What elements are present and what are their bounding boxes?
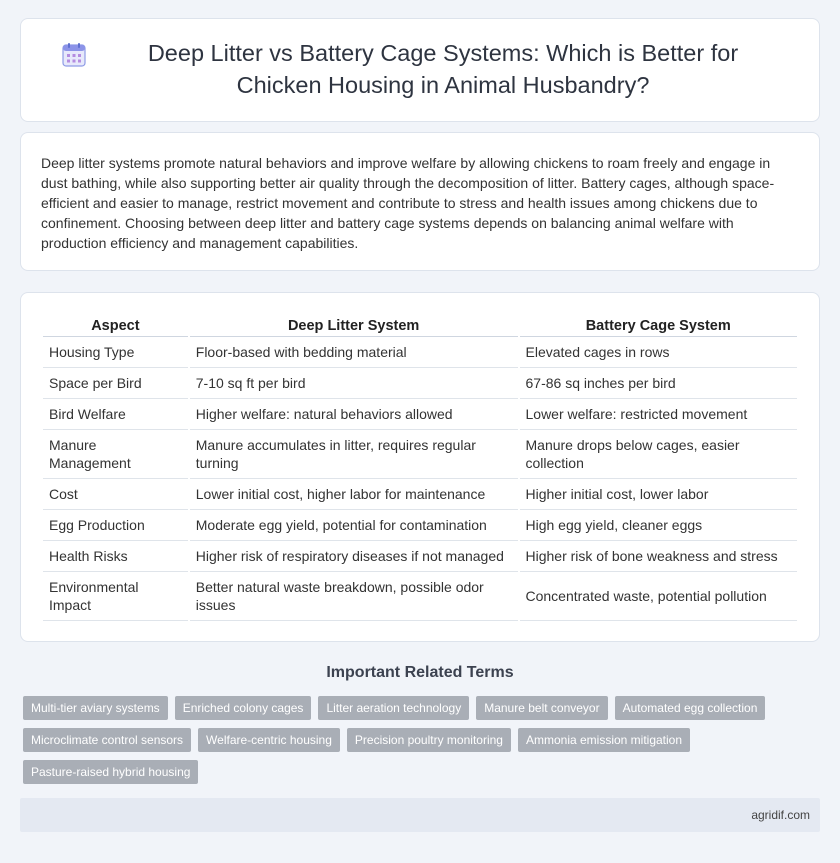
table-cell: Lower initial cost, higher labor for maintenance [190,479,518,510]
related-term-tag[interactable]: Pasture-raised hybrid housing [23,760,198,784]
calendar-icon [61,42,87,68]
table-cell: Bird Welfare [43,399,188,430]
table-cell: Better natural waste breakdown, possible odor issues [190,572,518,621]
comparison-table [41,315,799,621]
table-row [43,541,797,572]
table-cell: Higher risk of respiratory diseases if not managed [190,541,518,572]
table-cell: 7-10 sq ft per bird [190,368,518,399]
related-term-tag[interactable]: Litter aeration technology [318,696,469,720]
header-deep-litter: Deep Litter System [190,315,518,337]
related-term-tag[interactable]: Manure belt conveyor [476,696,607,720]
table-cell: Cost [43,479,188,510]
table-row [43,399,797,430]
table-cell: Lower welfare: restricted movement [520,399,798,430]
footer-site-link[interactable]: agridif.com [751,808,810,822]
table-cell: 67-86 sq inches per bird [520,368,798,399]
table-cell: Egg Production [43,510,188,541]
table-cell: Floor-based with bedding material [190,337,518,368]
related-term-tag[interactable]: Precision poultry monitoring [347,728,511,752]
related-terms-list [23,696,813,792]
table-cell: Housing Type [43,337,188,368]
title-wrap [61,38,779,101]
table-cell: Elevated cages in rows [520,337,798,368]
table-row [43,368,797,399]
intro-paragraph: Deep litter systems promote natural behaviors and improve welfare by allowing chickens to roam freely and engage in dust bathing, while also supporting better air quality through the decomposition of litter. Battery cages, although space-efficient and easier to manage, restrict movement and contribute to stress and health issues among chickens due to confinement. Choosing between deep litter and battery cage systems depends on balancing animal welfare with production efficiency and management capabilities. [41,155,775,252]
table-cell: Environmental Impact [43,572,188,621]
related-terms-title: Important Related Terms [326,664,514,681]
intro-card [20,132,820,271]
table-cell: Moderate egg yield, potential for contamination [190,510,518,541]
table-cell: Manure Management [43,430,188,479]
table-cell: Manure drops below cages, easier collection [520,430,798,479]
related-term-tag[interactable]: Multi-tier aviary systems [23,696,168,720]
table-header-row [43,315,797,337]
table-cell: Higher risk of bone weakness and stress [520,541,798,572]
header-aspect: Aspect [43,315,188,337]
related-term-tag[interactable]: Welfare-centric housing [198,728,340,752]
table-cell: Manure accumulates in litter, requires regular turning [190,430,518,479]
related-term-tag[interactable]: Enriched colony cages [175,696,312,720]
table-row [43,572,797,621]
table-row [43,430,797,479]
page-title: Deep Litter vs Battery Cage Systems: Which is Better for Chicken Housing in Animal Husbandry? [147,40,739,98]
table-cell: Higher initial cost, lower labor [520,479,798,510]
table-cell: Space per Bird [43,368,188,399]
table-row [43,510,797,541]
table-cell: Health Risks [43,541,188,572]
table-cell: Higher welfare: natural behaviors allowed [190,399,518,430]
table-cell: High egg yield, cleaner eggs [520,510,798,541]
footer [20,798,820,832]
related-term-tag[interactable]: Microclimate control sensors [23,728,191,752]
comparison-card [20,292,820,642]
header-battery-cage: Battery Cage System [520,315,798,337]
related-term-tag[interactable]: Automated egg collection [615,696,766,720]
title-card [20,18,820,122]
table-row [43,479,797,510]
related-term-tag[interactable]: Ammonia emission mitigation [518,728,690,752]
table-row [43,337,797,368]
table-cell: Concentrated waste, potential pollution [520,572,798,621]
